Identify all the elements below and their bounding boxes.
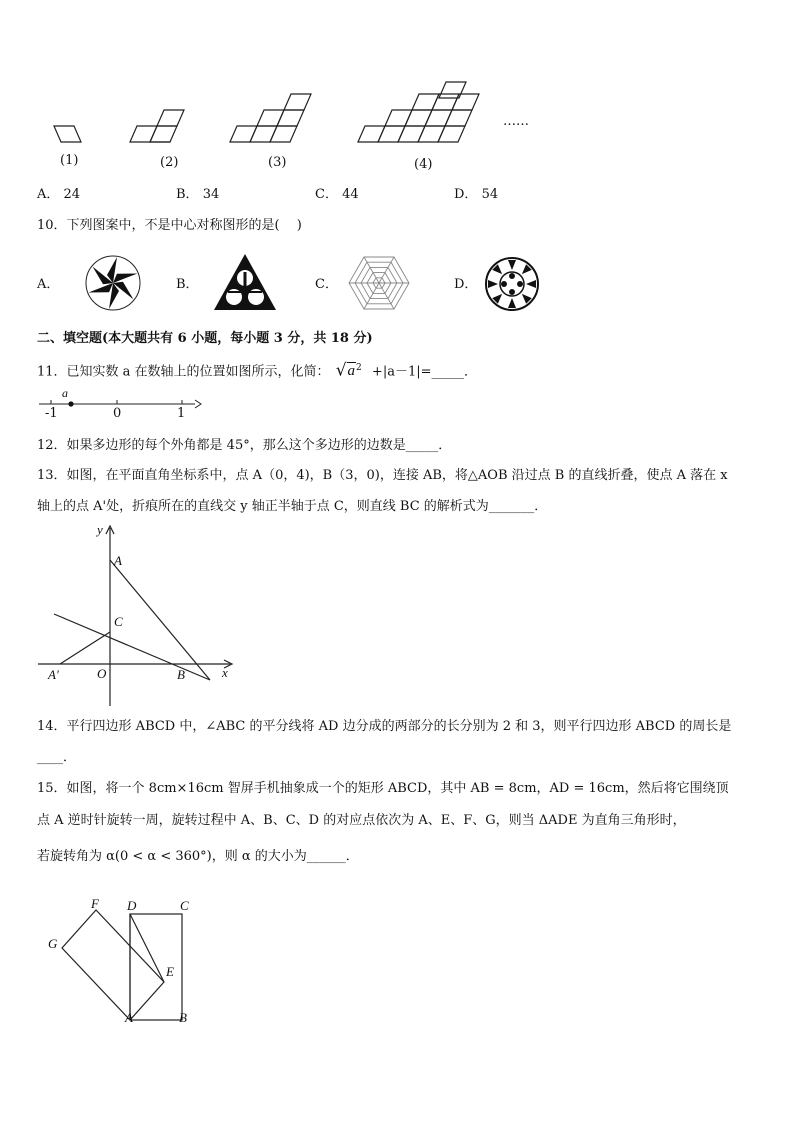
q11-radicand: a [347, 363, 356, 380]
q11-stem-before: 11．已知实数 a 在数轴上的位置如图所示，化简： [37, 364, 330, 380]
q15-label-G: G [48, 936, 58, 951]
q13-coordinate-figure [34, 520, 244, 710]
q15-stem-line2: 点 A 逆时针旋转一周，旋转过程中 A、B、C、D 的对应点依次为 A、E、F、G，则当 ΔADE 为直角三角形时， [37, 813, 686, 828]
q13-label-A-prime: A′ [48, 667, 59, 682]
q15-label-B: B [179, 1010, 187, 1025]
section-heading-fill-in: 二、填空题(本大题共有 6 小题，每小题 3 分，共 18 分) [37, 331, 373, 346]
q9-option-b[interactable] [176, 186, 219, 204]
q15-label-A: A [125, 1010, 133, 1025]
q15-rotation-figure [50, 896, 200, 1026]
pattern-figure-1 [54, 126, 81, 142]
q14-stem-line2: ____． [37, 750, 77, 765]
option-letter: A． [37, 187, 60, 202]
option-value: 44 [342, 187, 359, 202]
q13-label-B: B [177, 667, 185, 682]
q13-label-y: y [97, 522, 103, 537]
q10-option-c-hexagon-web [346, 254, 412, 312]
q14-stem-line1: 14．平行四边形 ABCD 中，∠ABC 的平分线将 AD 边分成的两部分的长分别为 2 和 3，则平行四边形 ABCD 的周长是 [37, 719, 732, 734]
pattern-ellipsis: …… [503, 114, 529, 129]
q11-sqrt: $√a^2$ [335, 360, 362, 381]
q13-label-A: A [114, 553, 122, 568]
figure-label-1: (1) [60, 153, 79, 168]
q11-tick-label-1: 1 [177, 406, 186, 421]
q15-stem-line3: 若旋转角为 α(0 < α < 360°)，则 α 的大小为______． [37, 849, 359, 864]
q13-label-C: C [114, 614, 123, 629]
q10-option-d-label[interactable]: D． [454, 277, 478, 292]
q9-option-c[interactable] [315, 186, 359, 204]
q10-stem: 10．下列图案中，不是中心对称图形的是( ) [37, 218, 302, 233]
q11-stem-after: +|a－1|=_____． [371, 364, 477, 380]
pattern-figures [40, 80, 560, 150]
pattern-figure-3 [230, 94, 311, 142]
q13-stem-line2: 轴上的点 A'处，折痕所在的直线交 y 轴正半轴于点 C，则直线 BC 的解析式为_______． [37, 499, 548, 514]
q12-stem: 12．如果多边形的每个外角都是 45°，那么这个多边形的边数是_____． [37, 438, 452, 453]
q10-option-b-label[interactable]: B． [176, 277, 199, 292]
q9-option-d[interactable] [454, 186, 498, 204]
q10-option-a-label[interactable]: A． [37, 277, 60, 292]
q10-option-c-label[interactable]: C． [315, 277, 338, 292]
q13-label-O: O [97, 666, 107, 681]
q13-label-x: x [222, 665, 228, 680]
q10-option-a-pinwheel [84, 254, 142, 312]
option-letter: B． [176, 187, 199, 202]
pattern-figure-4 [358, 82, 479, 142]
q10-option-b-triangle [212, 252, 278, 312]
figure-label-3: (3) [268, 155, 287, 170]
option-value: 24 [63, 187, 81, 202]
option-value: 54 [481, 187, 499, 202]
pattern-figure-2 [130, 110, 184, 142]
q11-tick-label-neg1: -1 [45, 406, 58, 421]
option-value: 34 [202, 187, 220, 202]
q15-label-C: C [180, 898, 189, 913]
q15-stem-line1: 15．如图，将一个 8cm×16cm 智屏手机抽象成一个的矩形 ABCD，其中 AB = 8cm，AD = 16cm，然后将它围绕顶 [37, 781, 729, 796]
option-letter: C． [315, 187, 338, 202]
q15-label-E: E [166, 964, 174, 979]
figure-label-4: (4) [414, 157, 433, 172]
option-letter: D． [454, 187, 478, 202]
q10-option-d-ring [484, 256, 540, 312]
q11-tick-label-0: 0 [113, 406, 122, 421]
figure-label-2: (2) [160, 155, 179, 170]
q15-label-D: D [127, 898, 137, 913]
q11-point-label: a [62, 386, 68, 400]
q11-stem [37, 359, 477, 381]
q11-exponent: 2 [356, 363, 362, 373]
q9-option-a[interactable] [37, 186, 80, 204]
q15-label-F: F [91, 896, 99, 911]
q13-stem-line1: 13．如图，在平面直角坐标系中，点 A（0，4)，B（3，0)，连接 AB，将△AOB 沿过点 B 的直线折叠，使点 A 落在 x [37, 468, 728, 483]
